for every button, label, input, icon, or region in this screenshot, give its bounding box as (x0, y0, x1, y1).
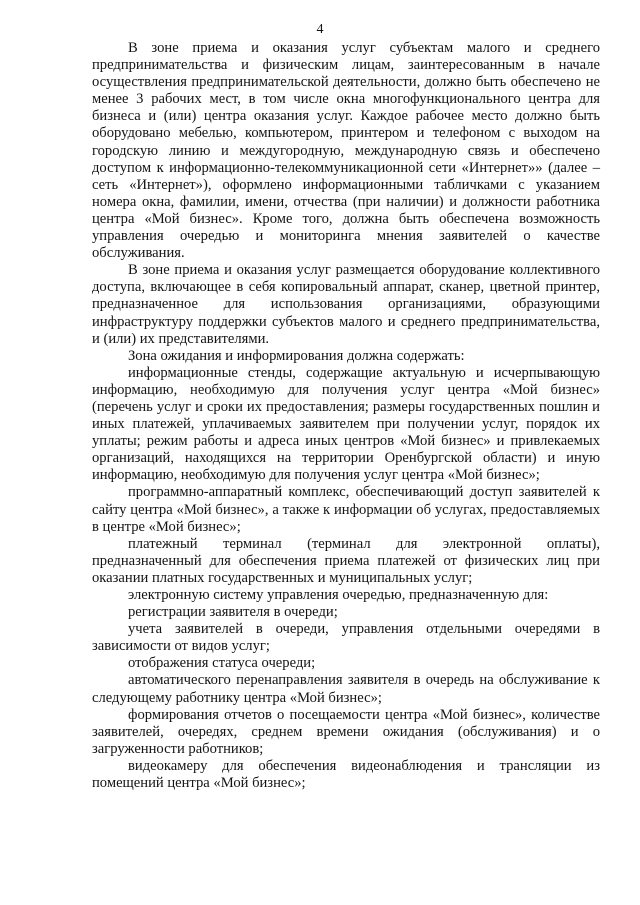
list-item-hardware-complex: программно-аппаратный комплекс, обеспечивающий доступ заявителей к сайту центра «Мой бизнес», а также к информации об услугах, предоставляемых в центре «Мой бизнес»; (92, 484, 600, 535)
list-item-info-stands: информационные стенды, содержащие актуальную и исчерпывающую информацию, необходимую для получения услуг центра «Мой бизнес» (перечень услуг и сроки их предоставления; размеры государственных пошлин и иных платежей, уплачиваемых заявителем при получении услуг, порядок их уплаты; режим работы и адреса иных центров «Мой бизнес» и привлекаемых организаций, находящихся на территории Оренбургской области) и иную информацию, необходимую для получения услуг центра «Мой бизнес»; (92, 364, 600, 484)
list-item-payment-terminal: платежный терминал (терминал для электронной оплаты), предназначенный для обеспечения приема платежей от физических лиц при оказании платных государственных и муниципальных услуг; (92, 535, 600, 586)
page-number: 4 (316, 22, 324, 37)
document-body (92, 40, 600, 792)
paragraph-waiting-zone-intro: Зона ожидания и информирования должна содержать: (128, 347, 465, 364)
list-item-queue-registration: регистрации заявителя в очереди; (128, 604, 338, 621)
list-item-video-camera: видеокамеру для обеспечения видеонаблюдения и трансляции из помещений центра «Мой бизнес»; (92, 757, 600, 792)
paragraph-service-zone-workplaces: В зоне приема и оказания услуг субъектам малого и среднего предпринимательства и физическим лицам, заинтересованным в начале осуществления предпринимательской деятельности, должно быть обеспечено не менее 3 рабочих мест, в том числе окна многофункционального центра для бизнеса и (или) центра оказания услуг. Каждое рабочее место должно быть оборудовано мебелью, компьютером, принтером и телефоном с выходом на городскую линию и междугородную, международную связь и обеспечено доступом к информационно-телекоммуникационной сети «Интернет»» (далее – сеть «Интернет»), оформлено информационными табличками с указанием номера окна, фамилии, имени, отчества (при наличии) и должности работника центра «Мой бизнес». Кроме того, должна быть обеспечена возможность управления очередью и мониторинга мнения заявителей о качестве обслуживания. (92, 40, 600, 262)
list-item-queue-status: отображения статуса очереди; (128, 655, 316, 672)
list-item-queue-reports: формирования отчетов о посещаемости центра «Мой бизнес», количестве заявителей, очередях, среднем времени ожидания (обслуживания) и о загруженности работников; (92, 706, 600, 757)
list-item-queue-system: электронную систему управления очередью, предназначенную для: (128, 587, 549, 603)
paragraph-shared-equipment: В зоне приема и оказания услуг размещается оборудование коллективного доступа, включающее в себя копировальный аппарат, сканер, цветной принтер, предназначенное для использования организациями, образующими инфраструктуру поддержки субъектов малого и среднего предпринимательства, и (или) их представителями. (92, 262, 600, 347)
list-item-queue-redirect: автоматического перенаправления заявителя в очередь на обслуживание к следующему работнику центра «Мой бизнес»; (92, 672, 600, 706)
list-item-queue-accounting: учета заявителей в очереди, управления отдельными очередями в зависимости от видов услуг; (92, 621, 600, 655)
